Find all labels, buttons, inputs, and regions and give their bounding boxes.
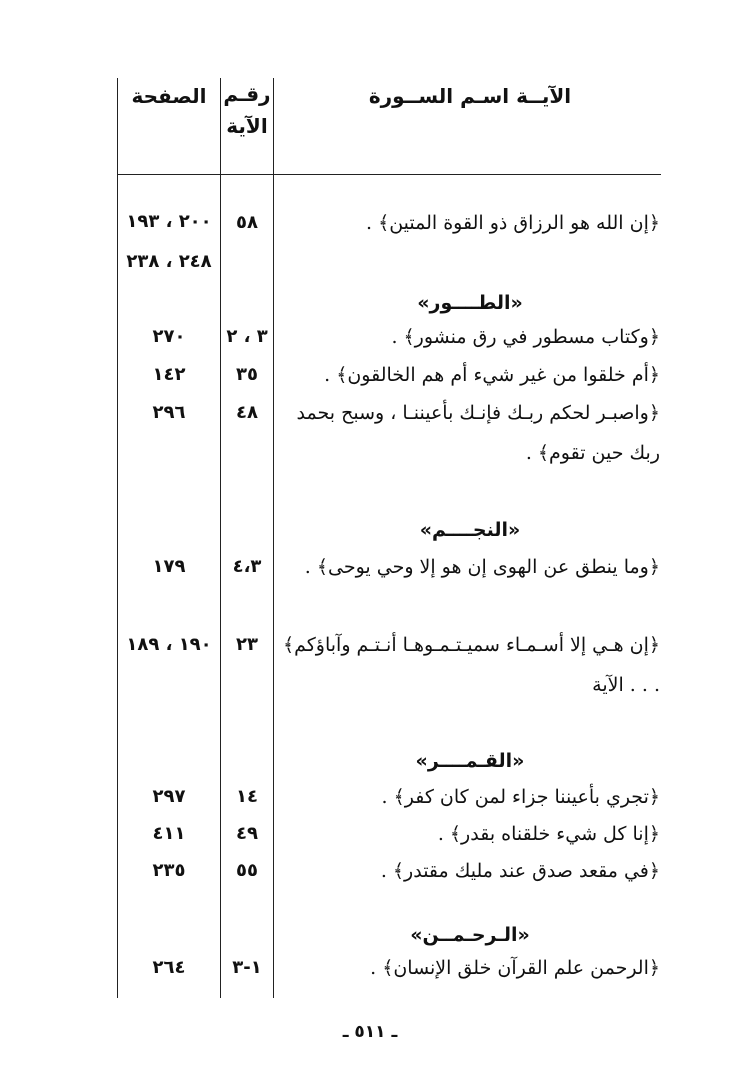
ayah-number: ٤٨ [236, 402, 258, 423]
verse-text: ﴿الرحمن علم القرآن خلق الإنسان﴾ . [370, 957, 660, 979]
ayah-number: ٣٥ [236, 364, 258, 385]
column-divider-middle [220, 78, 221, 998]
page-number: ـ ٥١١ ـ [342, 1022, 398, 1042]
surah-title: «الطــــور» [417, 292, 523, 314]
verse-text: ﴿واصبـر لحكم ربـك فإنـك بأعيننـا ، وسبح بحمد ربك حين تقوم﴾ . [296, 402, 660, 464]
page-refs: ٢٩٧ [152, 786, 186, 807]
verse-text: ﴿إنا كل شيء خلقناه بقدر﴾ . [437, 823, 660, 845]
column-divider-right [273, 78, 274, 998]
ayah-number: ٥٨ [236, 212, 258, 233]
page-refs: ١٧٩ [152, 556, 186, 577]
page-refs: ٢٣٥ [152, 860, 186, 881]
page-refs: ٢٧٠ [152, 326, 186, 347]
verse-text: ﴿وما ينطق عن الهوى إن هو إلا وحي يوحى﴾ . [304, 556, 660, 578]
header-page: الصفحة [131, 84, 207, 108]
verse-text: ﴿في مقعد صدق عند مليك مقتدر﴾ . [380, 860, 660, 882]
ayah-number: ٢٣ [236, 634, 258, 655]
page-refs: ١٩٠ ، ١٨٩ [126, 634, 212, 655]
header-verse: الآيــة اسـم الســورة [368, 84, 572, 108]
page-refs: ٢٩٦ [152, 402, 186, 423]
header-rule [117, 174, 661, 175]
surah-title: «النجــــم» [419, 519, 521, 541]
ayah-number: ١٤ [236, 786, 258, 807]
page-refs: ٢٠٠ ، ١٩٣ ٢٤٨ ، ٢٣٨ [126, 211, 212, 272]
ayah-number: ١-٣ [232, 957, 262, 978]
ayah-number: ٣ ، ٢ [226, 326, 268, 347]
surah-title: «القـمــــر» [415, 750, 525, 772]
verse-text: ﴿إن الله هو الرزاق ذو القوة المتين﴾ . [365, 212, 660, 234]
page-refs: ٤١١ [152, 823, 186, 844]
verse-text: ﴿تجري بأعيننا جزاء لمن كان كفر﴾ . [381, 786, 660, 808]
header-ayah-number: رقـم الآية [223, 82, 271, 138]
ayah-number: ٤،٣ [232, 556, 262, 577]
verse-text: ﴿أم خلقوا من غير شيء أم هم الخالقون﴾ . [324, 364, 660, 386]
ayah-number: ٤٩ [236, 823, 258, 844]
surah-title: «الـرحـمــن» [410, 924, 530, 946]
ayah-number: ٥٥ [236, 860, 258, 881]
verse-text: ﴿وكتاب مسطور في رق منشور﴾ . [391, 326, 660, 348]
page-refs: ١٤٢ [152, 364, 186, 385]
verse-text: ﴿إن هـي إلا أسـمـاء سميـتـمـوهـا أنـتـم وآباؤكم﴾ . . . الآية [282, 634, 660, 696]
page-refs: ٢٦٤ [152, 957, 186, 978]
